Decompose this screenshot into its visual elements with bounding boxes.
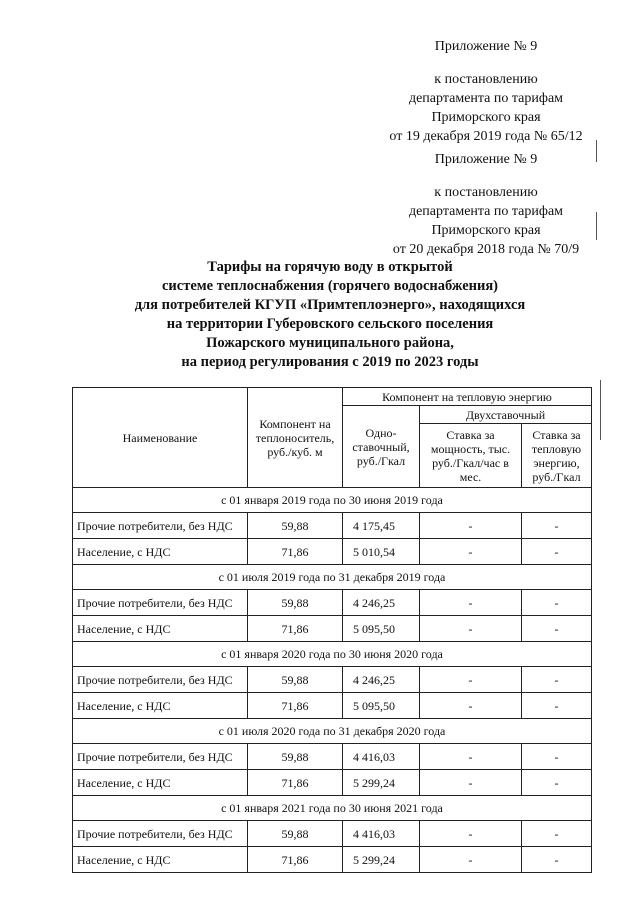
document-title — [60, 258, 600, 372]
appendix-line: Приморского края — [431, 110, 541, 125]
row-energy: - — [522, 539, 592, 565]
title-line: Пожарского муниципального района, — [206, 335, 454, 351]
title-line: на территории Губеровского сельского поселения — [166, 316, 494, 332]
row-energy: - — [522, 590, 592, 616]
row-name: Население, с НДС — [73, 770, 248, 796]
period-row — [73, 565, 592, 590]
row-single: 4 246,25 — [343, 590, 420, 616]
period-row — [73, 488, 592, 513]
appendix-current — [366, 37, 606, 146]
header-single: Одно-ставочный, руб./Гкал — [343, 406, 420, 488]
row-carrier: 71,86 — [248, 770, 343, 796]
title-line: для потребителей КГУП «Примтеплоэнерго», находящихся — [134, 297, 526, 313]
row-carrier: 59,88 — [248, 667, 343, 693]
row-capacity: - — [420, 693, 522, 719]
table-row — [73, 616, 592, 642]
row-capacity: - — [420, 667, 522, 693]
title-line: на период регулирования с 2019 по 2023 годы — [181, 354, 479, 370]
row-carrier: 59,88 — [248, 821, 343, 847]
row-single: 5 299,24 — [343, 847, 420, 873]
row-energy: - — [522, 616, 592, 642]
header-name: Наименование — [73, 388, 248, 488]
row-name: Население, с НДС — [73, 847, 248, 873]
row-capacity: - — [420, 616, 522, 642]
period-row — [73, 642, 592, 667]
row-capacity: - — [420, 770, 522, 796]
row-single: 4 416,03 — [343, 744, 420, 770]
row-name: Прочие потребители, без НДС — [73, 590, 248, 616]
row-carrier: 71,86 — [248, 539, 343, 565]
row-carrier: 59,88 — [248, 744, 343, 770]
appendix-line: к постановлению — [434, 185, 538, 200]
row-name: Население, с НДС — [73, 616, 248, 642]
appendix-line: департамента по тарифам — [408, 204, 564, 219]
table-row — [73, 513, 592, 539]
title-line: Тарифы на горячую воду в открытой — [207, 259, 453, 275]
row-carrier: 71,86 — [248, 693, 343, 719]
header-heat: Компонент на тепловую энергию — [343, 388, 592, 406]
row-single: 4 416,03 — [343, 821, 420, 847]
title-line: системе теплоснабжения (горячего водоснабжения) — [161, 278, 499, 294]
table-row — [73, 539, 592, 565]
row-energy: - — [522, 513, 592, 539]
row-name: Прочие потребители, без НДС — [73, 513, 248, 539]
row-carrier: 59,88 — [248, 590, 343, 616]
scan-mark — [600, 380, 601, 440]
header-carrier: Компонент на теплоноситель, руб./куб. м — [248, 388, 343, 488]
row-capacity: - — [420, 744, 522, 770]
row-capacity: - — [420, 590, 522, 616]
row-capacity: - — [420, 539, 522, 565]
row-single: 5 010,54 — [343, 539, 420, 565]
header-two-part: Двухставочный — [420, 406, 592, 424]
row-carrier: 59,88 — [248, 513, 343, 539]
row-carrier: 71,86 — [248, 616, 343, 642]
row-energy: - — [522, 770, 592, 796]
table-row — [73, 667, 592, 693]
table-row — [73, 770, 592, 796]
row-energy: - — [522, 667, 592, 693]
appendix-line: Приморского края — [431, 223, 541, 238]
period-label: с 01 января 2019 года по 30 июня 2019 года — [73, 488, 592, 513]
row-name: Прочие потребители, без НДС — [73, 821, 248, 847]
table-row — [73, 590, 592, 616]
scan-mark — [596, 140, 597, 162]
appendix-number: Приложение № 9 — [434, 39, 538, 54]
row-name: Прочие потребители, без НДС — [73, 744, 248, 770]
period-label: с 01 июля 2019 года по 31 декабря 2019 года — [73, 565, 592, 590]
row-energy: - — [522, 693, 592, 719]
header-energy: Ставка за тепловую энергию, руб./Гкал — [522, 424, 592, 488]
row-capacity: - — [420, 513, 522, 539]
table-body — [73, 488, 592, 873]
appendix-line: к постановлению — [434, 72, 538, 87]
appendix-original — [366, 150, 606, 259]
table-row — [73, 693, 592, 719]
period-row — [73, 796, 592, 821]
row-name: Население, с НДС — [73, 693, 248, 719]
row-name: Прочие потребители, без НДС — [73, 667, 248, 693]
period-row — [73, 719, 592, 744]
row-single: 4 175,45 — [343, 513, 420, 539]
row-name: Население, с НДС — [73, 539, 248, 565]
appendix-line: департамента по тарифам — [408, 91, 564, 106]
period-label: с 01 января 2020 года по 30 июня 2020 года — [73, 642, 592, 667]
row-single: 5 095,50 — [343, 616, 420, 642]
scan-mark — [596, 212, 597, 240]
period-label: с 01 июля 2020 года по 31 декабря 2020 года — [73, 719, 592, 744]
table-row — [73, 744, 592, 770]
row-energy: - — [522, 821, 592, 847]
appendix-line: от 20 декабря 2018 года № 70/9 — [392, 242, 580, 257]
row-single: 4 246,25 — [343, 667, 420, 693]
row-carrier: 71,86 — [248, 847, 343, 873]
row-capacity: - — [420, 847, 522, 873]
row-energy: - — [522, 847, 592, 873]
table-row — [73, 847, 592, 873]
row-single: 5 095,50 — [343, 693, 420, 719]
appendix-number: Приложение № 9 — [434, 152, 538, 167]
header-capacity: Ставка за мощность, тыс. руб./Гкал/час в мес. — [420, 424, 522, 488]
period-label: с 01 января 2021 года по 30 июня 2021 года — [73, 796, 592, 821]
table-row — [73, 821, 592, 847]
row-energy: - — [522, 744, 592, 770]
row-single: 5 299,24 — [343, 770, 420, 796]
tariff-table — [72, 387, 592, 873]
appendix-line: от 19 декабря 2019 года № 65/12 — [389, 129, 583, 144]
row-capacity: - — [420, 821, 522, 847]
